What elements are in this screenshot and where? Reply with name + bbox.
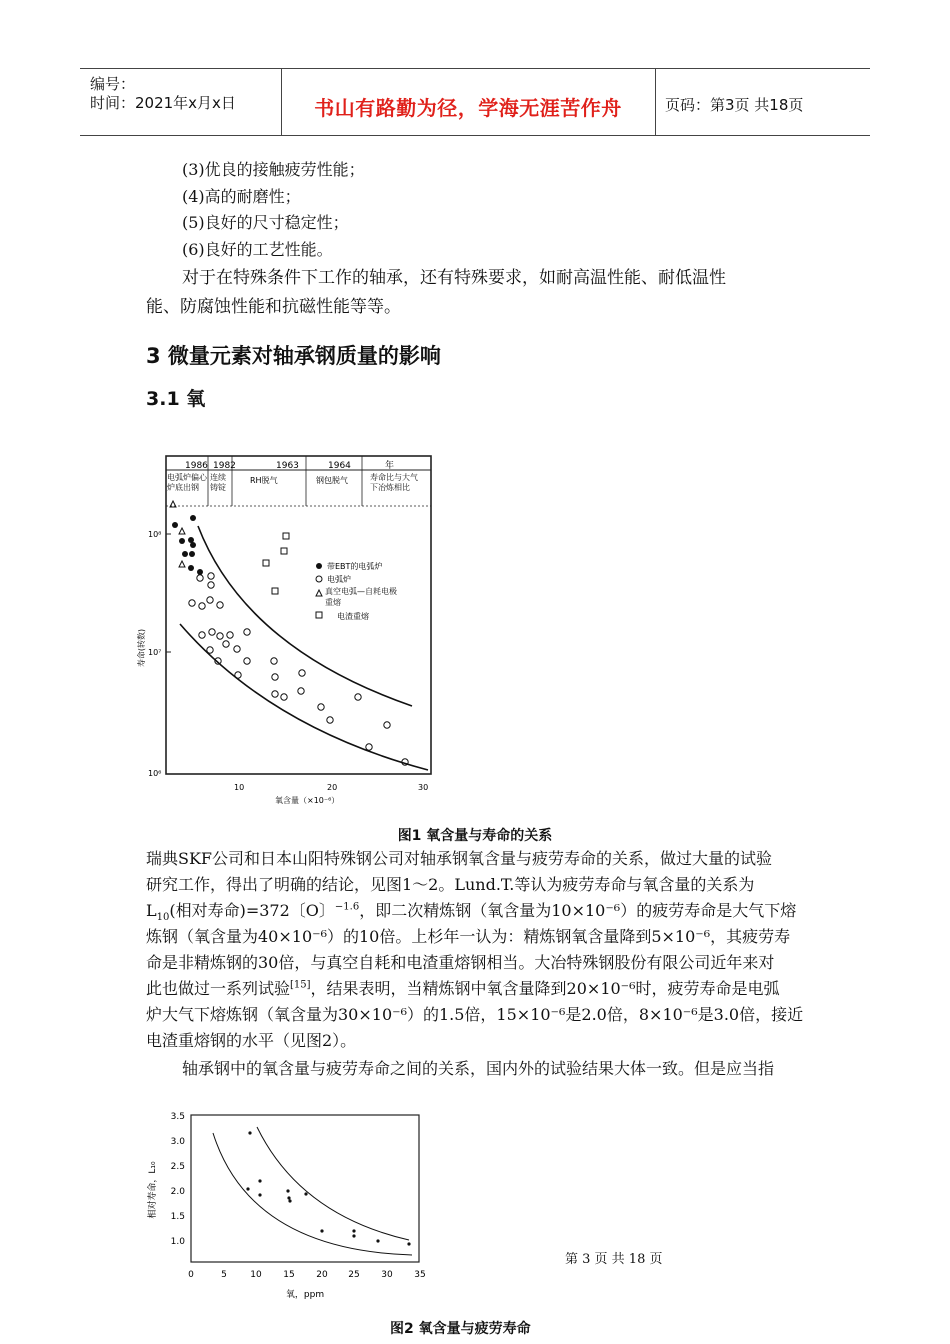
serial-label: 编号： [90, 75, 136, 93]
date-label: 时间：2021年x月x日 [90, 94, 236, 112]
page-indicator: 页码：第3页 共18页 [665, 96, 804, 114]
section-subtitle: 3.1 氧 [146, 388, 206, 410]
fig2-xtick: 0 [188, 1270, 194, 1280]
fig1-legend-item: 电渣重熔 [337, 612, 369, 621]
intro-para-line: 能、防腐蚀性能和抗磁性能等等。 [146, 297, 401, 317]
list-item: (5)良好的尺寸稳定性； [182, 213, 349, 232]
fig2-upper-curve [257, 1127, 409, 1240]
fig2-xtick: 20 [316, 1270, 328, 1280]
fig1-xtick: 10 [234, 783, 245, 792]
header-bottom-rule [80, 135, 870, 136]
fig2-xtick: 15 [283, 1270, 295, 1280]
fig2-ytick: 1.0 [170, 1237, 185, 1247]
fig1-legend [316, 561, 400, 621]
header-motto: 书山有路勤为径，学海无涯苦作舟 [314, 96, 622, 120]
fig1-ytick: 10⁷ [148, 648, 162, 657]
main-para-line: 炼钢（氧含量为40×10⁻⁶）的10倍。上杉年一认为：精炼钢氧含量降到5×10⁻⁶，其疲劳寿 [146, 927, 791, 946]
para3: 轴承钢中的氧含量与疲劳寿命之间的关系，国内外的试验结果大体一致。但是应当指 [182, 1059, 775, 1078]
list-item: (4)高的耐磨性； [182, 187, 301, 206]
footer-page: 第 3 页 共 18 页 [565, 1252, 663, 1267]
fig1-xlabel: 氧含量（×10⁻⁶） [275, 796, 340, 805]
fig1-ytick: 10⁸ [148, 530, 162, 539]
fig2-points [246, 1131, 410, 1245]
fig1-year: 1982 [213, 461, 236, 471]
fig2-ytick: 3.5 [170, 1112, 185, 1122]
fig2-ytick: 2.5 [170, 1162, 185, 1172]
fig2-xtick: 5 [221, 1270, 227, 1280]
figure1-caption: 图1 氧含量与寿命的关系 [397, 828, 553, 844]
main-para-line: $L_{10}$(相对寿命)=372〔O〕$^{-1.6}$，即二次精炼钢（氧含量为10×10⁻⁶）的疲劳寿命是大气下熔 [146, 901, 797, 924]
fig1-legend-item: 电弧炉 [327, 575, 351, 584]
fig1-series-esr [263, 533, 289, 594]
fig1-note: RH脱气 [250, 476, 278, 485]
main-para-line: 此也做过一系列试验[15]，结果表明，当精炼钢中氧含量降到20×10⁻⁶时，疲劳寿命是电弧 [146, 979, 780, 998]
fig1-upper-curve [198, 526, 412, 706]
fig1-year: 1964 [328, 461, 351, 471]
fig1-legend-item: 真空电弧—自耗电极重熔 [325, 587, 397, 607]
fig2-ytick: 3.0 [170, 1137, 185, 1147]
figure2-caption: 图2 氧含量与疲劳寿命 [390, 1321, 531, 1337]
header-top-rule [80, 68, 870, 69]
fig1-note: 钢包脱气 [316, 476, 348, 485]
fig2-xtick: 30 [381, 1270, 393, 1280]
fig2-ytick: 1.5 [170, 1212, 185, 1222]
list-item: (3)优良的接触疲劳性能； [182, 160, 365, 179]
fig1-xtick: 30 [418, 783, 429, 792]
fig2-ytick: 2.0 [170, 1187, 185, 1197]
fig2-lower-curve [213, 1133, 412, 1255]
fig2-xtick: 35 [414, 1270, 426, 1280]
figure1-chart [130, 448, 450, 818]
main-para-line: 研究工作，得出了明确的结论，见图1～2。Lund.T.等认为疲劳寿命与氧含量的关系为 [146, 875, 755, 894]
fig1-ytick: 10⁶ [148, 769, 162, 778]
fig1-series-var [170, 501, 185, 567]
fig1-year: 1986 [185, 461, 208, 471]
figure2-chart [140, 1105, 440, 1310]
fig1-note: 寿命比与大气下冶炼相比 [370, 473, 418, 492]
header-divider-right [655, 68, 656, 135]
fig1-year: 年 [385, 461, 395, 471]
fig1-ylabel: 寿命(转数) [137, 628, 146, 668]
fig1-series-ebt [172, 515, 203, 575]
fig2-xlabel: 氧，ppm [285, 1290, 325, 1300]
fig1-legend-item: 带EBT的电弧炉 [327, 562, 383, 571]
main-para-line: 命是非精炼钢的30倍，与真空自耗和电渣重熔钢相当。大冶特殊钢股份有限公司近年来对 [146, 953, 775, 972]
fig1-lower-curve [180, 624, 428, 770]
fig1-note: 连续铸锭 [210, 473, 226, 492]
section-title: 3 微量元素对轴承钢质量的影响 [146, 344, 441, 368]
main-para-line: 瑞典SKF公司和日本山阳特殊钢公司对轴承钢氧含量与疲劳寿命的关系，做过大量的试验 [146, 849, 773, 868]
main-para-line: 电渣重熔钢的水平（见图2）。 [146, 1031, 357, 1050]
fig2-xtick: 10 [250, 1270, 262, 1280]
fig1-xtick: 20 [327, 783, 338, 792]
intro-para-line: 对于在特殊条件下工作的轴承，还有特殊要求，如耐高温性能、耐低温性 [182, 268, 726, 288]
fig1-note: 电弧炉偏心炉底出钢 [167, 473, 207, 492]
main-para-line: 炉大气下熔炼钢（氧含量为30×10⁻⁶）的1.5倍，15×10⁻⁶是2.0倍，8×10⁻⁶是3.0倍，接近 [146, 1005, 804, 1024]
fig2-ylabel: 相对寿命，L₁₀ [148, 1161, 158, 1219]
fig2-xtick: 25 [348, 1270, 360, 1280]
fig1-year: 1963 [276, 461, 299, 471]
list-item: (6)良好的工艺性能。 [182, 240, 333, 259]
